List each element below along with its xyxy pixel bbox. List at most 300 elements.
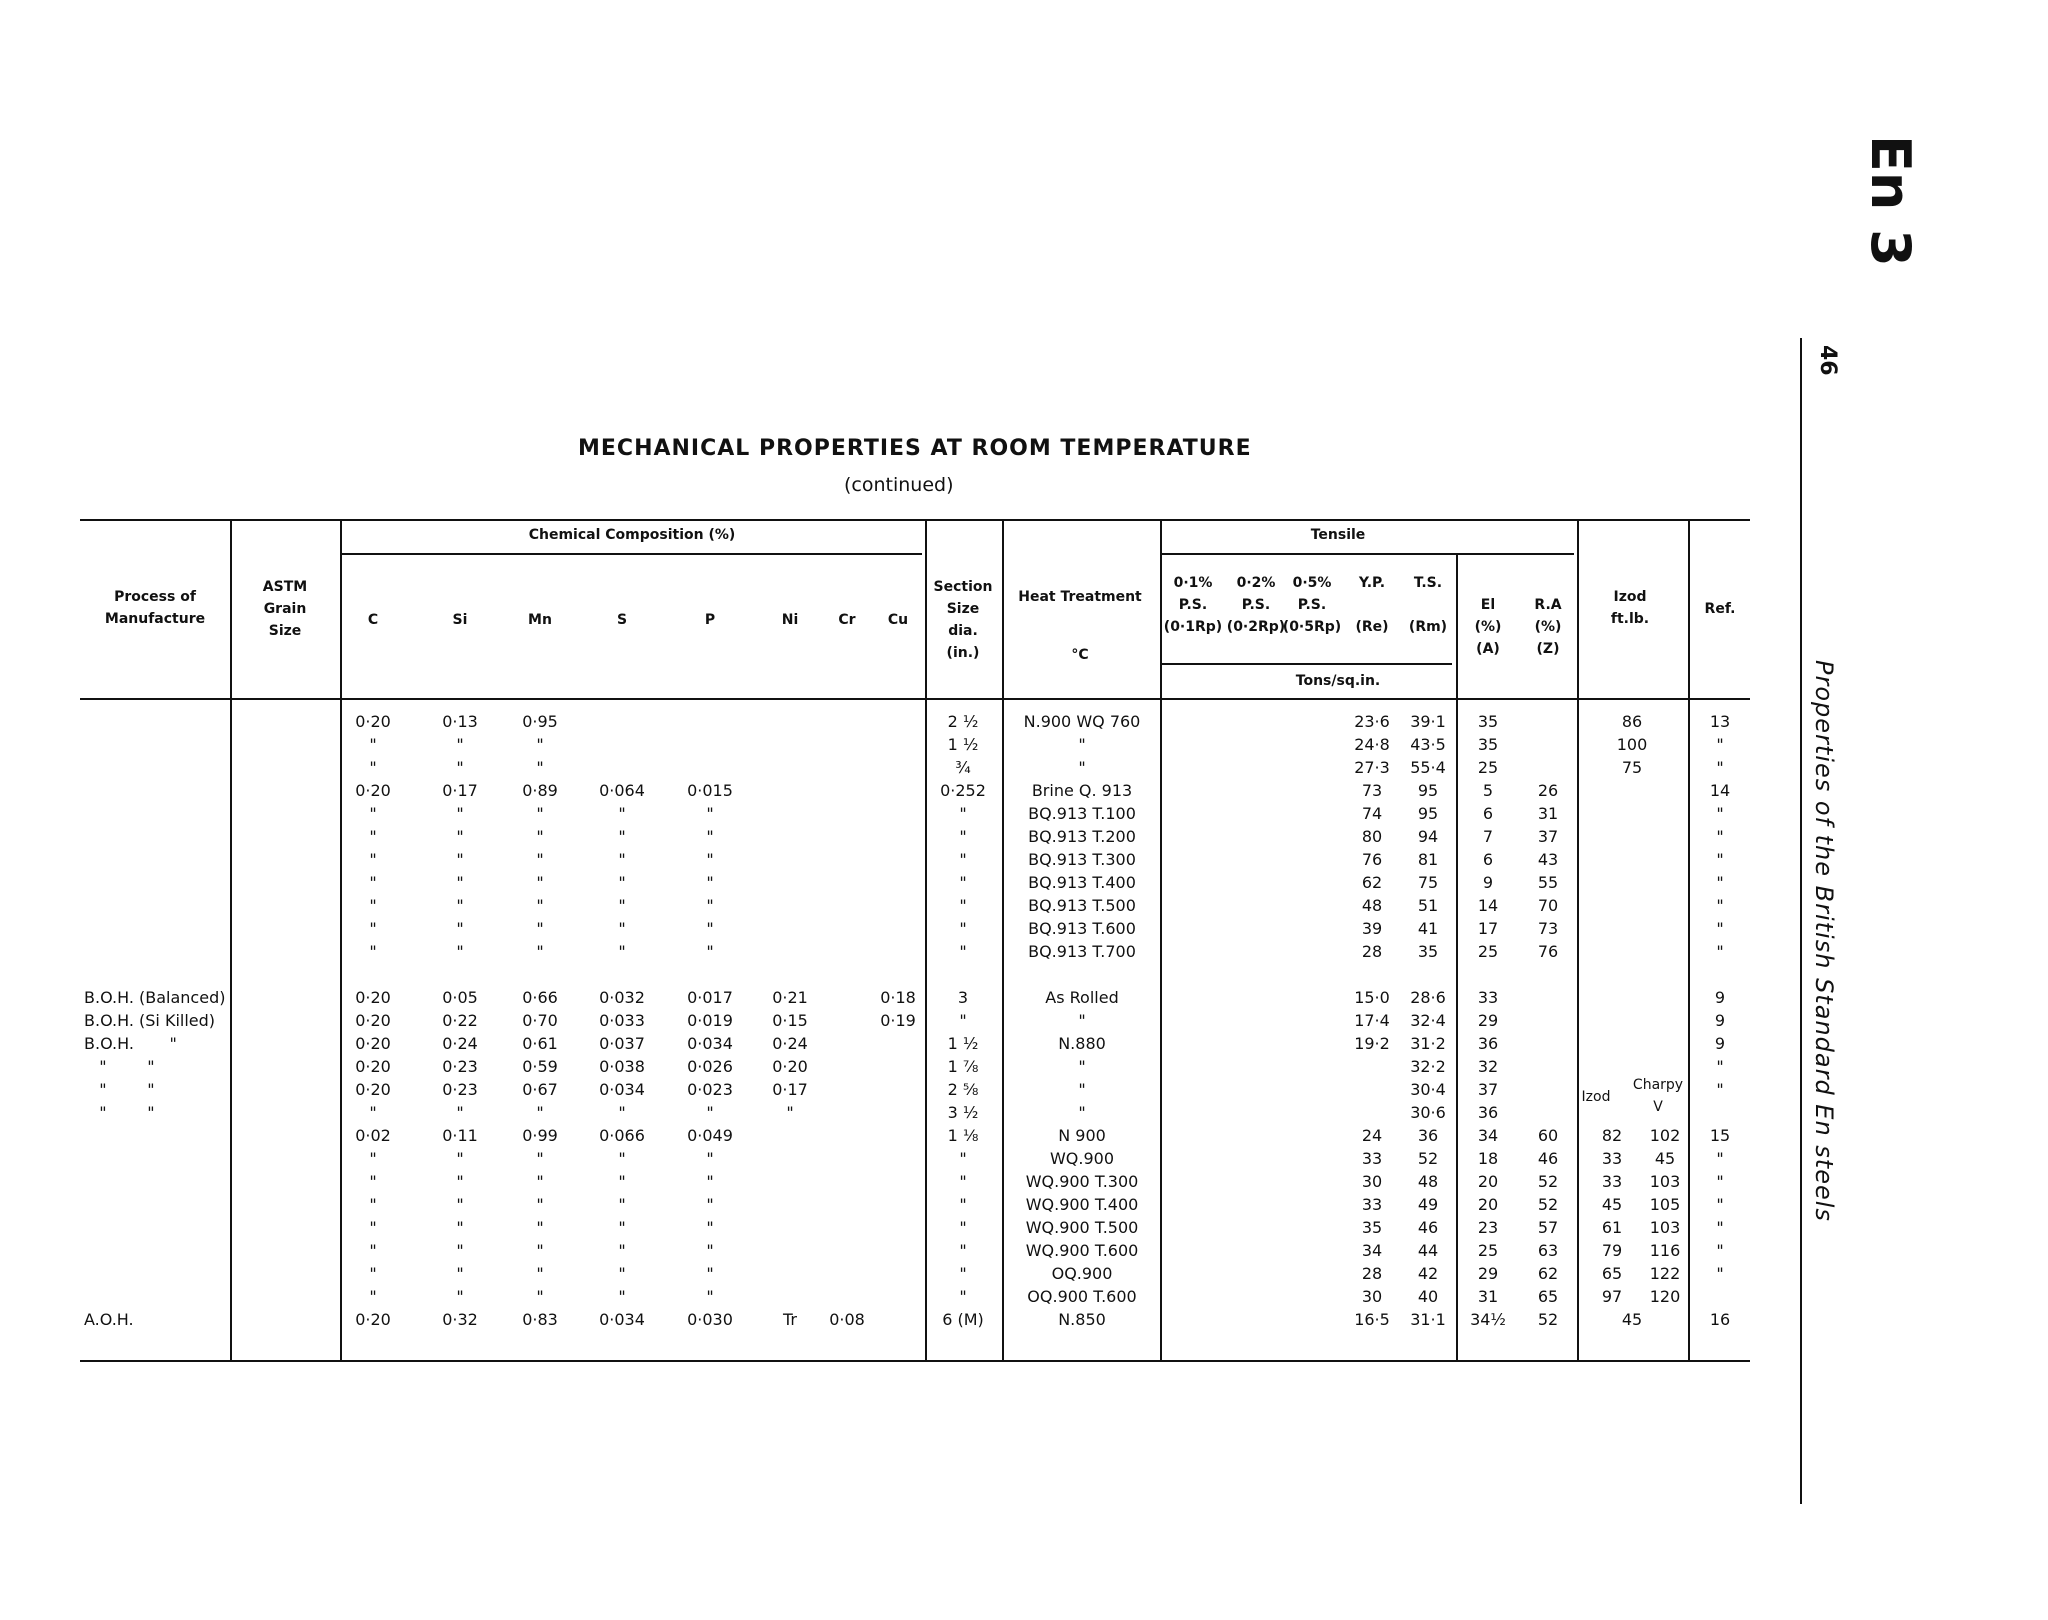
cell-ht: N.880	[1058, 1034, 1106, 1053]
running-title: Properties of the British Standard En steels	[1810, 660, 1838, 1222]
header-process: Process of Manufacture	[104, 589, 206, 627]
cell-ht: BQ.913 T.600	[1028, 919, 1136, 938]
cell-yp: 24	[1361, 1126, 1383, 1145]
cell-yp: 16·5	[1354, 1310, 1390, 1329]
cell-cu: 0·18	[880, 988, 916, 1007]
cell-s: 0·032	[599, 988, 645, 1007]
cell-ra: 65	[1537, 1287, 1559, 1306]
header-chemical-composition: Chemical Composition (%)	[528, 527, 736, 543]
col-divider	[1160, 521, 1162, 1360]
cell-yp: 39	[1361, 919, 1383, 938]
cell-c: "	[369, 1149, 377, 1168]
cell-ni: 0·21	[772, 988, 808, 1007]
cell-ts: 95	[1417, 781, 1439, 800]
cell-el: 25	[1477, 942, 1499, 961]
cell-ra: 76	[1537, 942, 1559, 961]
header-yield-point: Y.P. (Re)	[1355, 575, 1389, 635]
cell-el: 9	[1482, 873, 1494, 892]
cell-si: 0·13	[442, 712, 478, 731]
cell-ni: 0·15	[772, 1011, 808, 1030]
cell-el: 33	[1477, 988, 1499, 1007]
cell-el: 29	[1477, 1011, 1499, 1030]
cell-yp: 80	[1361, 827, 1383, 846]
cell-izod: 33	[1601, 1172, 1623, 1191]
cell-izod: 45	[1621, 1310, 1643, 1329]
col-divider	[925, 521, 927, 1360]
cell-s: "	[618, 1241, 626, 1260]
cell-ra: 31	[1537, 804, 1559, 823]
cell-ref: "	[1716, 896, 1724, 915]
cell-si: "	[456, 873, 464, 892]
header-ps-01: 0·1% P.S. (0·1Rp)	[1163, 575, 1223, 635]
cell-sec: 0·252	[940, 781, 986, 800]
cell-c: "	[369, 1218, 377, 1237]
cell-c: "	[369, 942, 377, 961]
cell-el: 34½	[1470, 1310, 1506, 1329]
cell-mn: "	[536, 1287, 544, 1306]
cell-ni: "	[786, 1103, 794, 1122]
cell-ts: 49	[1417, 1195, 1439, 1214]
cell-sec: "	[959, 1264, 967, 1283]
cell-el: 6	[1482, 804, 1494, 823]
col-divider	[230, 521, 232, 1360]
cell-ts: 31·2	[1410, 1034, 1446, 1053]
cell-p: "	[706, 1218, 714, 1237]
cell-si: "	[456, 735, 464, 754]
cell-c: 0·20	[355, 988, 391, 1007]
cell-p: "	[706, 873, 714, 892]
cell-si: 0·32	[442, 1310, 478, 1329]
cell-el: 20	[1477, 1195, 1499, 1214]
cell-sec: "	[959, 896, 967, 915]
cell-mn: "	[536, 896, 544, 915]
cell-s: "	[618, 896, 626, 915]
cell-ref: "	[1716, 850, 1724, 869]
cell-ref: 15	[1709, 1126, 1731, 1145]
cell-ht: "	[1078, 1080, 1086, 1099]
cell-mn: "	[536, 1264, 544, 1283]
cell-mn: 0·61	[522, 1034, 558, 1053]
cell-sec: "	[959, 827, 967, 846]
cell-ref: "	[1716, 1149, 1724, 1168]
cell-si: "	[456, 1287, 464, 1306]
cell-yp: 33	[1361, 1195, 1383, 1214]
cell-si: "	[456, 1103, 464, 1122]
cell-c: 0·20	[355, 1080, 391, 1099]
cell-yp: 24·8	[1354, 735, 1390, 754]
cell-c: "	[369, 804, 377, 823]
cell-ra: 26	[1537, 781, 1559, 800]
cell-sec: 6 (M)	[942, 1310, 984, 1329]
cell-sec: "	[959, 942, 967, 961]
cell-izod: 61	[1601, 1218, 1623, 1237]
cell-ht: N.850	[1058, 1310, 1106, 1329]
cell-s: "	[618, 827, 626, 846]
cell-c: "	[369, 873, 377, 892]
cell-si: "	[456, 758, 464, 777]
cell-p: "	[706, 896, 714, 915]
cell-ra: 46	[1537, 1149, 1559, 1168]
cell-p: "	[706, 1149, 714, 1168]
cell-charpy: 103	[1649, 1218, 1681, 1237]
cell-si: "	[456, 1149, 464, 1168]
cell-si: "	[456, 1218, 464, 1237]
cell-ra: 52	[1537, 1195, 1559, 1214]
cell-sec: "	[959, 873, 967, 892]
cell-p: "	[706, 1241, 714, 1260]
cell-izod: 82	[1601, 1126, 1623, 1145]
cell-mn: 0·89	[522, 781, 558, 800]
cell-ht: BQ.913 T.200	[1028, 827, 1136, 846]
cell-el: 14	[1477, 896, 1499, 915]
cell-izod: 97	[1601, 1287, 1623, 1306]
cell-ref: "	[1716, 1080, 1724, 1099]
cell-ts: 35	[1417, 942, 1439, 961]
header-s: S	[616, 612, 628, 628]
cell-ht: WQ.900 T.600	[1025, 1241, 1139, 1260]
cell-ht: BQ.913 T.500	[1028, 896, 1136, 915]
cell-ts: 36	[1417, 1126, 1439, 1145]
cell-p: "	[706, 919, 714, 938]
cell-yp: 30	[1361, 1287, 1383, 1306]
cell-ts: 30·6	[1410, 1103, 1446, 1122]
cell-ts: 81	[1417, 850, 1439, 869]
steel-code: En 3	[1859, 135, 1922, 267]
cell-proc: " "	[84, 1103, 155, 1122]
page-title: MECHANICAL PROPERTIES AT ROOM TEMPERATURE	[578, 436, 1252, 461]
cell-s: "	[618, 1172, 626, 1191]
cell-p: 0·026	[687, 1057, 733, 1076]
cell-el: 32	[1477, 1057, 1499, 1076]
cell-ht: N.900 WQ 760	[1023, 712, 1141, 731]
cell-charpy: 105	[1649, 1195, 1681, 1214]
tensile-unit-rule	[1162, 663, 1452, 665]
cell-mn: "	[536, 1218, 544, 1237]
header-ni: Ni	[781, 612, 799, 628]
cell-s: 0·034	[599, 1310, 645, 1329]
cell-ref: 14	[1709, 781, 1731, 800]
cell-ref: 9	[1714, 988, 1726, 1007]
cell-ht: "	[1078, 758, 1086, 777]
header-si: Si	[452, 612, 468, 628]
cell-charpy: 103	[1649, 1172, 1681, 1191]
cell-s: "	[618, 850, 626, 869]
cell-ref: "	[1716, 1241, 1724, 1260]
cell-p: "	[706, 1103, 714, 1122]
cell-sec: 3 ½	[947, 1103, 979, 1122]
cell-c: 0·20	[355, 1310, 391, 1329]
cell-ni: 0·20	[772, 1057, 808, 1076]
cell-ts: 94	[1417, 827, 1439, 846]
cell-yp: 74	[1361, 804, 1383, 823]
cell-el: 20	[1477, 1172, 1499, 1191]
cell-mn: 0·83	[522, 1310, 558, 1329]
cell-ts: 44	[1417, 1241, 1439, 1260]
cell-ra: 73	[1537, 919, 1559, 938]
cell-ts: 75	[1417, 873, 1439, 892]
cell-ra: 60	[1537, 1126, 1559, 1145]
cell-ht: OQ.900	[1051, 1264, 1113, 1283]
cell-sec: 2 ⅝	[947, 1080, 979, 1099]
cell-p: "	[706, 1195, 714, 1214]
cell-el: 23	[1477, 1218, 1499, 1237]
cell-proc: " "	[84, 1080, 155, 1099]
cell-izod: 100	[1616, 735, 1648, 754]
cell-ts: 40	[1417, 1287, 1439, 1306]
cell-ts: 51	[1417, 896, 1439, 915]
cell-sec: 1 ⅛	[947, 1126, 979, 1145]
cell-el: 36	[1477, 1034, 1499, 1053]
cell-ht: BQ.913 T.300	[1028, 850, 1136, 869]
cell-mn: "	[536, 758, 544, 777]
cell-el: 35	[1477, 735, 1499, 754]
cell-el: 34	[1477, 1126, 1499, 1145]
cell-ra: 43	[1537, 850, 1559, 869]
cell-c: 0·20	[355, 781, 391, 800]
cell-ht: Brine Q. 913	[1031, 781, 1133, 800]
cell-ts: 39·1	[1410, 712, 1446, 731]
cell-mn: 0·95	[522, 712, 558, 731]
cell-sec: "	[959, 1195, 967, 1214]
cell-si: "	[456, 1264, 464, 1283]
cell-ht: "	[1078, 1011, 1086, 1030]
cell-si: 0·23	[442, 1057, 478, 1076]
cell-proc: A.O.H.	[84, 1310, 134, 1329]
cell-s: "	[618, 1264, 626, 1283]
cell-c: "	[369, 1172, 377, 1191]
cell-s: "	[618, 1149, 626, 1168]
cell-ht: WQ.900 T.300	[1025, 1172, 1139, 1191]
cell-ts: 32·2	[1410, 1057, 1446, 1076]
table-top-rule	[80, 519, 1750, 521]
cell-cu: 0·19	[880, 1011, 916, 1030]
subheader-charpy: Charpy V	[1632, 1077, 1684, 1115]
cell-c: "	[369, 919, 377, 938]
cell-ref: "	[1716, 735, 1724, 754]
cell-sec: "	[959, 1218, 967, 1237]
cell-ht: WQ.900 T.500	[1025, 1218, 1139, 1237]
cell-si: 0·24	[442, 1034, 478, 1053]
cell-charpy: 120	[1649, 1287, 1681, 1306]
cell-el: 17	[1477, 919, 1499, 938]
cell-mn: "	[536, 942, 544, 961]
cell-yp: 73	[1361, 781, 1383, 800]
cell-ra: 37	[1537, 827, 1559, 846]
cell-s: "	[618, 919, 626, 938]
cell-mn: "	[536, 919, 544, 938]
cell-p: "	[706, 850, 714, 869]
cell-izod: 79	[1601, 1241, 1623, 1260]
cell-c: "	[369, 735, 377, 754]
cell-sec: "	[959, 1287, 967, 1306]
cell-si: "	[456, 1241, 464, 1260]
cell-ra: 57	[1537, 1218, 1559, 1237]
cell-ref: 9	[1714, 1011, 1726, 1030]
cell-ni: 0·17	[772, 1080, 808, 1099]
cell-el: 18	[1477, 1149, 1499, 1168]
header-cu: Cu	[887, 612, 909, 628]
cell-c: 0·20	[355, 1034, 391, 1053]
cell-c: "	[369, 1287, 377, 1306]
cell-ref: "	[1716, 942, 1724, 961]
cell-ts: 31·1	[1410, 1310, 1446, 1329]
cell-el: 37	[1477, 1080, 1499, 1099]
cell-ts: 48	[1417, 1172, 1439, 1191]
page-number: 46	[1815, 345, 1840, 376]
header-cr: Cr	[838, 612, 856, 628]
cell-ts: 41	[1417, 919, 1439, 938]
cell-si: 0·17	[442, 781, 478, 800]
cell-si: 0·05	[442, 988, 478, 1007]
cell-si: "	[456, 1172, 464, 1191]
cell-ref: "	[1716, 827, 1724, 846]
cell-mn: "	[536, 804, 544, 823]
header-heat-unit: °C	[1071, 647, 1089, 663]
cell-yp: 17·4	[1354, 1011, 1390, 1030]
cell-el: 29	[1477, 1264, 1499, 1283]
cell-p: "	[706, 1264, 714, 1283]
cell-yp: 15·0	[1354, 988, 1390, 1007]
cell-mn: "	[536, 1103, 544, 1122]
cell-mn: 0·99	[522, 1126, 558, 1145]
cell-sec: "	[959, 804, 967, 823]
header-c: C	[367, 612, 379, 628]
cell-si: "	[456, 919, 464, 938]
cell-ref: "	[1716, 1057, 1724, 1076]
cell-ref: "	[1716, 804, 1724, 823]
cell-s: "	[618, 804, 626, 823]
cell-sec: "	[959, 1149, 967, 1168]
cell-s: "	[618, 942, 626, 961]
header-elongation: El (%) (A)	[1474, 597, 1502, 657]
cell-s: 0·038	[599, 1057, 645, 1076]
cell-charpy: 102	[1649, 1126, 1681, 1145]
header-tensile: Tensile	[1310, 527, 1366, 543]
cell-s: 0·037	[599, 1034, 645, 1053]
cell-p: 0·034	[687, 1034, 733, 1053]
cell-c: "	[369, 896, 377, 915]
cell-ht: BQ.913 T.700	[1028, 942, 1136, 961]
cell-izod: 75	[1621, 758, 1643, 777]
cell-c: 0·02	[355, 1126, 391, 1145]
cell-sec: 1 ½	[947, 1034, 979, 1053]
cell-el: 25	[1477, 758, 1499, 777]
header-ref: Ref.	[1704, 601, 1736, 617]
cell-yp: 23·6	[1354, 712, 1390, 731]
cell-p: 0·019	[687, 1011, 733, 1030]
cell-ts: 42	[1417, 1264, 1439, 1283]
cell-ref: 16	[1709, 1310, 1731, 1329]
cell-p: "	[706, 827, 714, 846]
cell-yp: 76	[1361, 850, 1383, 869]
cell-izod: 33	[1601, 1149, 1623, 1168]
cell-s: "	[618, 1287, 626, 1306]
cell-mn: "	[536, 1195, 544, 1214]
cell-el: 7	[1482, 827, 1494, 846]
cell-ts: 46	[1417, 1218, 1439, 1237]
cell-yp: 33	[1361, 1149, 1383, 1168]
cell-ref: 9	[1714, 1034, 1726, 1053]
col-divider	[340, 521, 342, 1360]
cell-mn: "	[536, 735, 544, 754]
cell-ht: N 900	[1058, 1126, 1106, 1145]
cell-el: 36	[1477, 1103, 1499, 1122]
cell-yp: 35	[1361, 1218, 1383, 1237]
header-mn: Mn	[528, 612, 552, 628]
cell-si: 0·22	[442, 1011, 478, 1030]
cell-c: 0·20	[355, 1011, 391, 1030]
cell-p: "	[706, 942, 714, 961]
cell-si: "	[456, 896, 464, 915]
cell-s: "	[618, 1103, 626, 1122]
cell-ra: 70	[1537, 896, 1559, 915]
cell-sec: "	[959, 1011, 967, 1030]
cell-yp: 34	[1361, 1241, 1383, 1260]
cell-el: 6	[1482, 850, 1494, 869]
cell-ref: "	[1716, 1218, 1724, 1237]
cell-si: "	[456, 804, 464, 823]
cell-si: 0·23	[442, 1080, 478, 1099]
header-bottom-rule	[80, 698, 1750, 700]
cell-ht: OQ.900 T.600	[1027, 1287, 1137, 1306]
header-izod: Izod ft.lb.	[1610, 589, 1650, 627]
cell-ra: 52	[1537, 1172, 1559, 1191]
cell-sec: 1 ½	[947, 735, 979, 754]
cell-ht: "	[1078, 735, 1086, 754]
cell-p: 0·030	[687, 1310, 733, 1329]
cell-ht: "	[1078, 1057, 1086, 1076]
header-p: P	[704, 612, 716, 628]
cell-proc: B.O.H. (Si Killed)	[84, 1011, 216, 1030]
cell-yp: 28	[1361, 942, 1383, 961]
header-heat-treatment: Heat Treatment	[1018, 589, 1142, 605]
cell-izod: 45	[1601, 1195, 1623, 1214]
cell-proc: B.O.H. (Balanced)	[84, 988, 226, 1007]
page-subtitle: (continued)	[844, 474, 954, 496]
header-reduction-area: R.A (%) (Z)	[1534, 597, 1562, 657]
header-tensile-strength: T.S. (Rm)	[1408, 575, 1448, 635]
side-rule	[1800, 338, 1802, 1504]
cell-s: "	[618, 873, 626, 892]
cell-c: "	[369, 758, 377, 777]
cell-ts: 32·4	[1410, 1011, 1446, 1030]
cell-c: 0·20	[355, 1057, 391, 1076]
cell-ref: "	[1716, 919, 1724, 938]
header-ps-05: 0·5% P.S. (0·5Rp)	[1282, 575, 1342, 635]
cell-si: "	[456, 942, 464, 961]
cell-mn: "	[536, 850, 544, 869]
cell-mn: 0·59	[522, 1057, 558, 1076]
cell-s: "	[618, 1218, 626, 1237]
cell-s: "	[618, 1195, 626, 1214]
cell-ht: BQ.913 T.100	[1028, 804, 1136, 823]
cell-c: "	[369, 1264, 377, 1283]
cell-charpy: 45	[1654, 1149, 1676, 1168]
cell-ts: 28·6	[1410, 988, 1446, 1007]
tensile-group-rule	[1162, 553, 1574, 555]
cell-c: "	[369, 1103, 377, 1122]
chem-group-rule	[340, 553, 922, 555]
cell-yp: 27·3	[1354, 758, 1390, 777]
col-divider	[1688, 521, 1690, 1360]
cell-ht: BQ.913 T.400	[1028, 873, 1136, 892]
cell-el: 25	[1477, 1241, 1499, 1260]
cell-proc: B.O.H. "	[84, 1034, 177, 1053]
cell-p: "	[706, 1172, 714, 1191]
cell-s: 0·034	[599, 1080, 645, 1099]
cell-p: "	[706, 804, 714, 823]
col-divider	[1002, 521, 1004, 1360]
